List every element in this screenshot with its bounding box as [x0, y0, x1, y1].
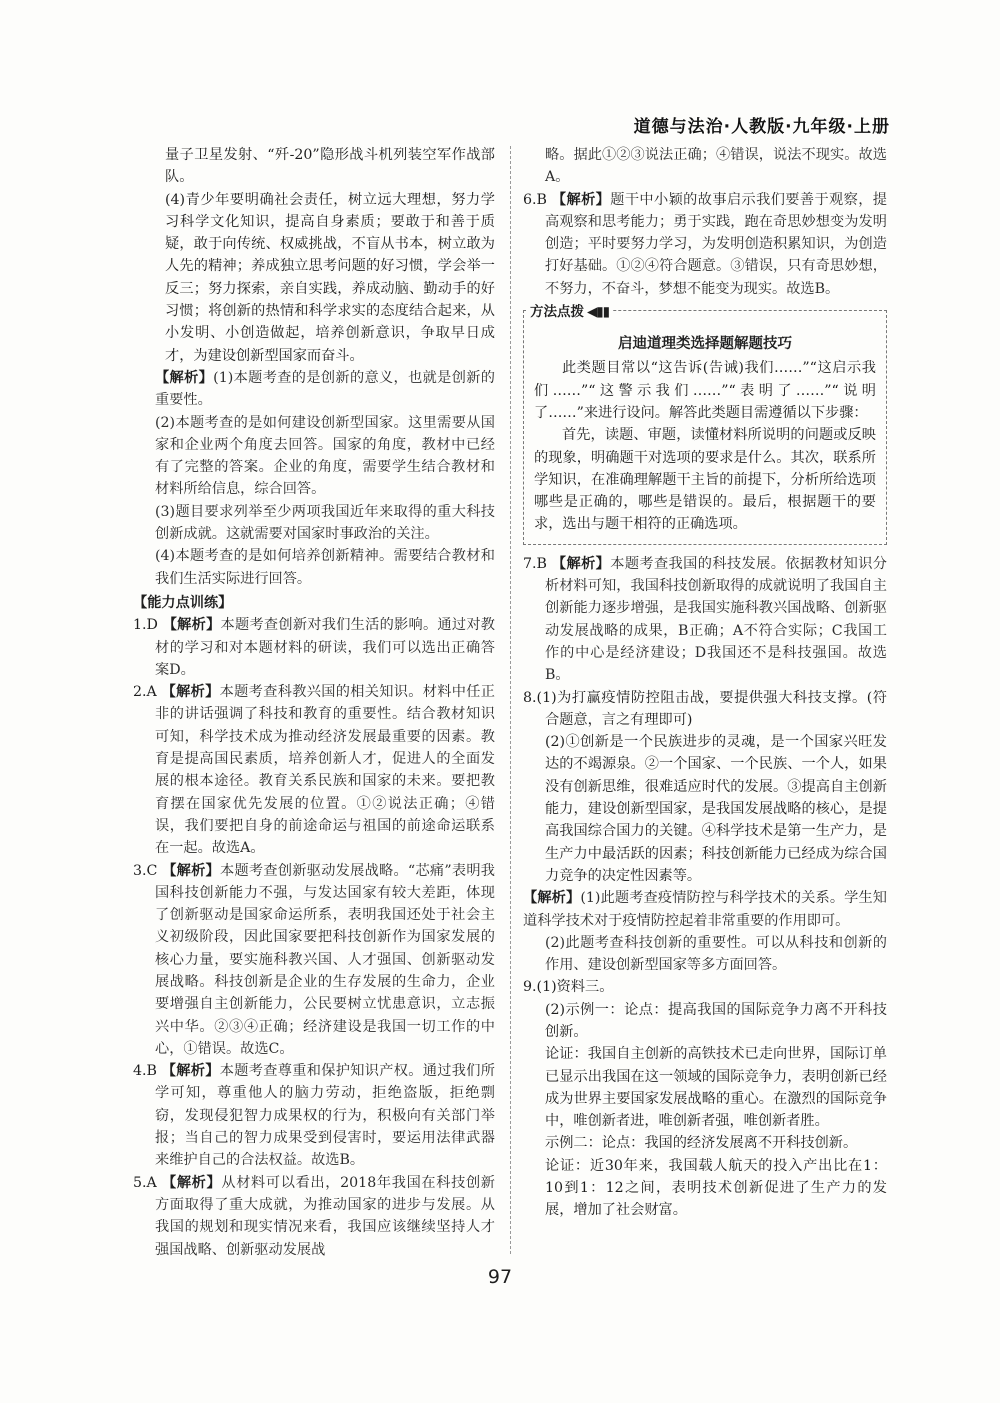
q3-head: 3.C [133, 862, 158, 879]
analysis-block [133, 367, 495, 412]
method-paragraph-1: 此类题目常以“这告诉(告诫)我们……”“这启示我们……”“这警示我们……”“表明了……”“说明了……”来进行设问。解答此类题目需遵循以下步骤： [534, 360, 876, 421]
page-header: 道德与法治·人教版·九年级·上册 [633, 117, 890, 137]
q7-tag: 【解析】 [551, 555, 611, 572]
q7-text: 本题考查我国的科技发展。依据教材知识分析材料可知，我国科技创新取得的成就说明了我国自主创新能力逐步增强，是我国实施科教兴国战略、创新驱动发展战略的成果，B正确；A不符合实际；C我国工作的中心是经济建设；D我国还不是科技强国。故选B。 [545, 555, 887, 684]
analysis-3: (3)题目要求列举至少两项我国近年来取得的重大科技创新成就。这就需要对国家时事政治的关注。 [155, 503, 495, 543]
q8-part-2: (2)①创新是一个民族进步的灵魂，是一个国家兴旺发达的不竭源泉。②一个国家、一个民族、一个人，如果没有创新思维，很难适应时代的发展。③提高自主创新能力，建设创新型国家，是我国发展战略的核心，是提高我国综合国力的关键。④科学技术是第一生产力，是生产力中最活跃的因素；科技创新能力已经成为综合国力竞争的决定性因素等。 [545, 734, 887, 884]
method-title: 启迪道理类选择题解题技巧 [618, 336, 792, 353]
left-paragraph-2: (4)青少年要明确社会责任，树立远大理想，努力学习科学文化知识，提高自身素质；要敢于和善于质疑，敢于向传统、权威挑战，不盲从书本，树立敢为人先的精神；养成独立思考问题的好习惯，学会举一反三；努力探索，亲自实践，养成动脑、勤动手的好习惯；将创新的热情和科学求实的态度结合起来，从小发明、小创造做起，培养创新意识，争取早日成才，为建设创新型国家而奋斗。 [165, 191, 495, 364]
question-5 [133, 1172, 495, 1261]
q1-tag: 【解析】 [162, 617, 221, 634]
q8-part-1: 8.(1)为打赢疫情防控阻击战，要提供强大科技支撑。(符合题意，言之有理即可) [523, 689, 887, 728]
method-label-text: 方法点拨 [530, 304, 584, 321]
method-tip-box [523, 304, 887, 545]
q2-tag: 【解析】 [161, 684, 220, 701]
q8-analysis-1-block [523, 887, 887, 932]
section-heading: 【能力点训练】 [133, 594, 233, 611]
q8-analysis-1: (1)此题考查疫情防控与科学技术的关系。学生知道科学技术对于疫情防控起着非常重要的作用即可。 [523, 890, 887, 929]
method-paragraph-2: 首先，读题、审题，读懂材料所说明的问题或反映的现象，明确题干对选项的要求是什么。其次，联系所学知识，在准确理解题干主旨的前提下，分析所给选项哪些是正确的，哪些是错误的。最后，根据题干的要求，选出与题干相符的正确选项。 [534, 427, 876, 533]
q4-text: 本题考查尊重和保护知识产权。通过我们所学可知，尊重他人的脑力劳动，拒绝盗版，拒绝剽窃，发现侵犯智力成果权的行为，积极向有关部门举报；当自己的智力成果受到侵害时，要运用法律武器来维护自己的合法权益。故选B。 [155, 1063, 495, 1169]
question-2 [133, 681, 495, 859]
q1-head: 1.D [133, 617, 158, 634]
q6-tag: 【解析】 [551, 191, 611, 208]
left-paragraph-1: 量子卫星发射、“歼-20”隐形战斗机列装空军作战部队。 [165, 147, 495, 186]
q4-head: 4.B [133, 1063, 157, 1080]
q9-example-2: 示例二：论点：我国的经济发展离不开科技创新。 [545, 1135, 858, 1152]
question-4 [133, 1060, 495, 1171]
q1-text: 本题考查创新对我们生活的影响。通过对教材的学习和对本题材料的研读，我们可以选出正确答案D。 [155, 617, 495, 678]
question-3 [133, 860, 495, 1061]
analysis-4: (4)本题考查的是如何培养创新精神。需要结合教材和我们生活实际进行回答。 [155, 548, 495, 587]
question-7 [523, 553, 887, 687]
column-divider [510, 146, 511, 1254]
analysis-tag: 【解析】 [155, 369, 214, 386]
analysis-2: (2)本题考查的是如何建设创新型国家。这里需要从国家和企业两个角度去回答。国家的角度，教材中已经有了完整的答案。企业的角度，需要学生结合教材和材料所给信息，综合回答。 [155, 414, 495, 498]
q8-analysis-2: (2)此题考查科技创新的重要性。可以从科技和创新的作用、建设创新型国家等多方面回答。 [545, 934, 887, 974]
q9-argument-2: 论证：近30年来，我国载人航天的投入产出比在1：10到1：12之间，表明技术创新促进了生产力的发展，增加了社会财富。 [545, 1157, 887, 1219]
q5-head: 5.A [133, 1174, 157, 1191]
q6-text: 题干中小颖的故事启示我们要善于观察，提高观察和思考能力；勇于实践，跑在奇思妙想变为发明创造；平时要努力学习，为发明创造积累知识，为创造打好基础。①②④符合题意。③错误，只有奇思妙想，不努力，不奋斗，梦想不能变为现实。故选B。 [545, 191, 887, 297]
q5-text: 从材料可以看出，2018年我国在科技创新方面取得了重大成就，为推动国家的进步与发展。从我国的规划和现实情况来看，我国应该继续坚持人才强国战略、创新驱动发展战 [155, 1174, 495, 1258]
q9-part-2: (2)示例一：论点：提高我国的国际竞争力离不开科技创新。 [545, 1001, 887, 1040]
page-number: 97 [487, 1266, 513, 1288]
q7-head: 7.B [523, 555, 547, 572]
right-column [523, 144, 887, 1222]
q3-text: 本题考查创新驱动发展战略。“芯痛”表明我国科技创新能力不强，与发达国家有较大差距，体现了创新驱动是国家命运所系，表明我国还处于社会主义初级阶段，因此国家要把科技创新作为国家发展的核心力量，要实施科教兴国、人才强国、创新驱动发展战略。科技创新是企业的生存发展的生命力，企业要增强自主创新能力，公民要树立忧患意识，立志振兴中华。②③④正确；经济建设是我国一切工作的中心，①错误。故选C。 [155, 862, 495, 1057]
q2-text: 本题考查科教兴国的相关知识。材料中任正非的讲话强调了科技和教育的重要性。结合教材知识可知，科学技术成为推动经济发展最重要的因素。教育是提高国民素质，培养创新人才，促进人的全面发展的根本途径。教育关系民族和国家的未来。要把教育摆在国家优先发展的位置。①②说法正确；④错误，我们要把自身的前途命运与祖国的前途命运联系在一起。故选A。 [155, 684, 495, 857]
analysis-1: (1)本题考查的是创新的意义，也就是创新的重要性。 [155, 369, 495, 409]
q9-argument-1: 论证：我国自主创新的高铁技术已走向世界，国际订单已显示出我国在这一领域的国际竞争力，表明创新已经成为世界主要国家发展战略的重心。在激烈的国际竞争中，唯创新者进，唯创新者强，唯创新者胜。 [545, 1046, 887, 1130]
q2-head: 2.A [133, 684, 157, 701]
q5-tag: 【解析】 [161, 1174, 222, 1191]
left-column [133, 144, 495, 1261]
speaker-bars-icon: ◀▮▮ [587, 304, 610, 321]
q3-tag: 【解析】 [162, 862, 221, 879]
q8-tag: 【解析】 [523, 890, 581, 907]
method-label [526, 301, 613, 323]
q9-part-1: 9.(1)资料三。 [523, 979, 614, 996]
q6-head: 6.B [523, 191, 547, 208]
question-1 [133, 614, 495, 681]
q4-tag: 【解析】 [161, 1063, 220, 1080]
question-6 [523, 189, 887, 300]
q5-continued: 略。据此①②③说法正确；④错误，说法不现实。故选A。 [545, 147, 887, 186]
